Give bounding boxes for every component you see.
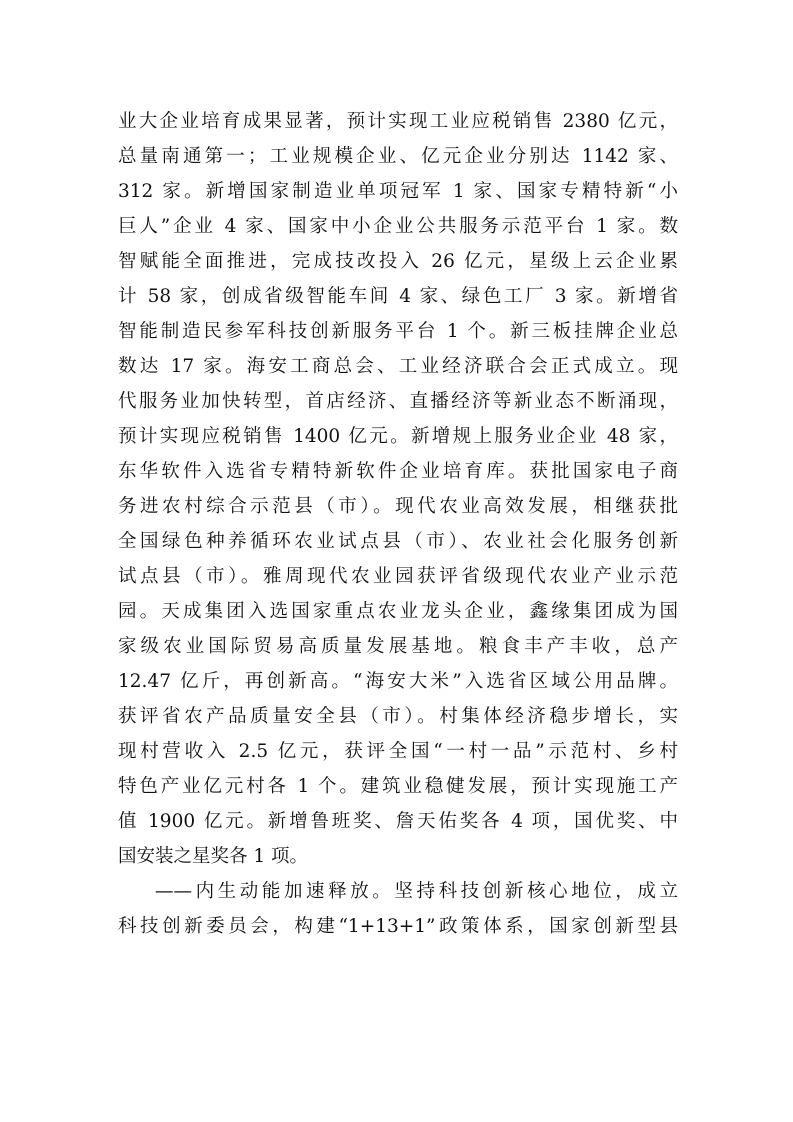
paragraph-end-line: 国安装之星奖各 1 项。 [118, 846, 309, 867]
text-line: 科技创新委员会，构建“1+13+1”政策体系，国家创新型县 [118, 916, 678, 937]
text-line: 代服务业加快转型，首店经济、直播经济等新业态不断涌现， [118, 391, 678, 412]
text-line: 全国绿色种养循环农业试点县（市）、农业社会化服务创新 [118, 531, 678, 552]
body-text [118, 104, 678, 944]
text-line: 特色产业亿元村各 1 个。建筑业稳健发展，预计实现施工产 [118, 776, 678, 797]
text-line: 务进农村综合示范县（市）。现代农业高效发展，相继获批 [118, 496, 678, 517]
text-line: 试点县（市）。雅周现代农业园获评省级现代农业产业示范 [118, 566, 678, 587]
text-line: 现村营收入 2.5 亿元，获评全国“一村一品”示范村、乡村 [118, 741, 678, 762]
text-line: 获评省农产品质量安全县（市）。村集体经济稳步增长，实 [118, 706, 678, 727]
text-line: 值 1900 亿元。新增鲁班奖、詹天佑奖各 4 项，国优奖、中 [118, 811, 678, 832]
text-line: 数达 17 家。海安工商总会、工业经济联合会正式成立。现 [118, 356, 678, 377]
text-line: 计 58 家，创成省级智能车间 4 家、绿色工厂 3 家。新增省 [118, 286, 678, 307]
text-line: 东华软件入选省专精特新软件企业培育库。获批国家电子商 [118, 461, 678, 482]
text-line: 312 家。新增国家制造业单项冠军 1 家、国家专精特新“小 [118, 181, 678, 202]
text-line: 巨人”企业 4 家、国家中小企业公共服务示范平台 1 家。数 [118, 216, 678, 237]
text-line: 预计实现应税销售 1400 亿元。新增规上服务业企业 48 家， [118, 426, 678, 447]
text-line: 家级农业国际贸易高质量发展基地。粮食丰产丰收，总产 [118, 636, 678, 657]
text-line: 智能制造民参军科技创新服务平台 1 个。新三板挂牌企业总 [118, 321, 678, 342]
text-line: 业大企业培育成果显著，预计实现工业应税销售 2380 亿元， [118, 111, 678, 132]
text-line: 12.47 亿斤，再创新高。“海安大米”入选省区域公用品牌。 [118, 671, 678, 692]
text-line: 智赋能全面推进，完成技改投入 26 亿元，星级上云企业累 [118, 251, 678, 272]
text-line: 园。天成集团入选国家重点农业龙头企业，鑫缘集团成为国 [118, 601, 678, 622]
text-line: 总量南通第一；工业规模企业、亿元企业分别达 1142 家、 [118, 146, 678, 167]
paragraph-start-line: ——内生动能加速释放。坚持科技创新核心地位，成立 [155, 881, 678, 902]
